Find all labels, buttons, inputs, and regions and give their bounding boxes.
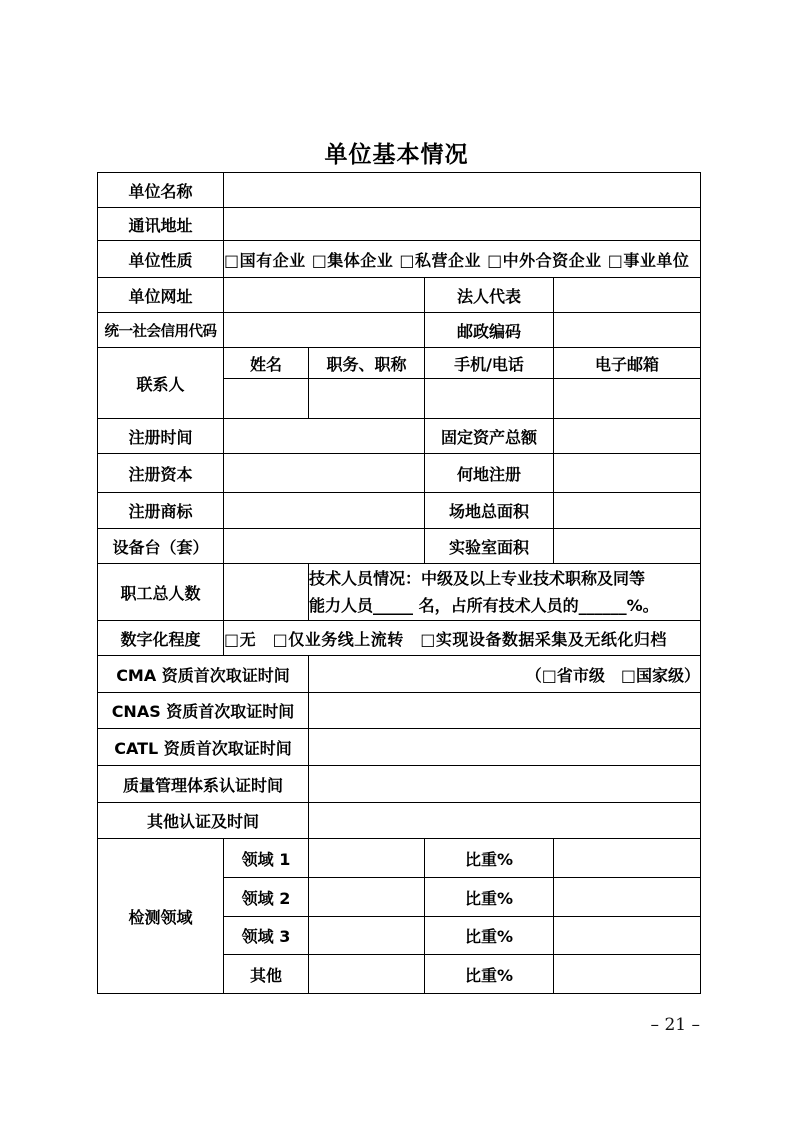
test-fields-label: 检测领域: [98, 839, 224, 994]
reg-capital-label: 注册资本: [98, 454, 224, 493]
reg-place-label: 何地注册: [425, 454, 554, 493]
tech-personnel-line2: 能力人员_____ 名，占所有技术人员的______%。: [309, 596, 659, 615]
test-field-3-ratio-label: 比重%: [425, 917, 554, 955]
test-field-other-ratio-label: 比重%: [425, 955, 554, 994]
address-value-cell: [224, 208, 701, 241]
contact-position-cell: [309, 379, 425, 419]
contact-label: 联系人: [98, 348, 224, 419]
test-field-3-ratio-cell: [554, 917, 701, 955]
digitalization-options: □无 □仅业务线上流转 □实现设备数据采集及无纸化归档: [224, 621, 701, 656]
test-field-3-value-cell: [309, 917, 425, 955]
trademark-label: 注册商标: [98, 493, 224, 529]
page-title: 单位基本情况: [324, 142, 469, 168]
nature-label: 单位性质: [98, 241, 224, 278]
fixed-assets-label: 固定资产总额: [425, 419, 554, 454]
cnas-label: CNAS 资质首次取证时间: [98, 693, 309, 729]
test-field-2-value-cell: [309, 878, 425, 917]
qms-value-cell: [309, 766, 701, 803]
staff-total-label: 职工总人数: [98, 564, 224, 621]
cnas-value-cell: [309, 693, 701, 729]
credit-code-label: 统一社会信用代码: [98, 313, 224, 348]
contact-name-cell: [224, 379, 309, 419]
equipment-label: 设备台（套）: [98, 529, 224, 564]
website-label: 单位网址: [98, 278, 224, 313]
reg-time-label: 注册时间: [98, 419, 224, 454]
reg-place-value-cell: [554, 454, 701, 493]
test-field-1-ratio-cell: [554, 839, 701, 878]
test-field-2-ratio-label: 比重%: [425, 878, 554, 917]
cma-value-cell: （□省市级 □国家级）: [309, 656, 701, 693]
legal-rep-value-cell: [554, 278, 701, 313]
test-field-1-name: 领域 1: [224, 839, 309, 878]
unit-name-value-cell: [224, 173, 701, 208]
site-area-value-cell: [554, 493, 701, 529]
unit-info-table: [97, 172, 701, 994]
test-field-other-ratio-cell: [554, 955, 701, 994]
tech-personnel-cell: [309, 564, 701, 621]
nature-options: □国有企业 □集体企业 □私营企业 □中外合资企业 □事业单位: [224, 241, 701, 278]
postal-code-label: 邮政编码: [425, 313, 554, 348]
test-field-3-name: 领域 3: [224, 917, 309, 955]
legal-rep-label: 法人代表: [425, 278, 554, 313]
cma-label: CMA 资质首次取证时间: [98, 656, 309, 693]
contact-header-phone: 手机/电话: [425, 348, 554, 379]
test-field-2-name: 领域 2: [224, 878, 309, 917]
site-area-label: 场地总面积: [425, 493, 554, 529]
credit-code-value-cell: [224, 313, 425, 348]
unit-name-label: 单位名称: [98, 173, 224, 208]
contact-header-name: 姓名: [224, 348, 309, 379]
reg-time-value-cell: [224, 419, 425, 454]
contact-email-cell: [554, 379, 701, 419]
test-field-1-ratio-label: 比重%: [425, 839, 554, 878]
catl-label: CATL 资质首次取证时间: [98, 729, 309, 766]
test-field-2-ratio-cell: [554, 878, 701, 917]
contact-header-email: 电子邮箱: [554, 348, 701, 379]
address-label: 通讯地址: [98, 208, 224, 241]
test-field-1-value-cell: [309, 839, 425, 878]
lab-area-value-cell: [554, 529, 701, 564]
contact-header-position: 职务、职称: [309, 348, 425, 379]
website-value-cell: [224, 278, 425, 313]
equipment-value-cell: [224, 529, 425, 564]
test-field-other-name: 其他: [224, 955, 309, 994]
contact-phone-cell: [425, 379, 554, 419]
fixed-assets-value-cell: [554, 419, 701, 454]
page-number: – 21 –: [650, 1015, 700, 1035]
tech-personnel-line1: 技术人员情况：中级及以上专业技术职称及同等: [309, 569, 646, 588]
postal-code-value-cell: [554, 313, 701, 348]
other-cert-label: 其他认证及时间: [98, 803, 309, 839]
staff-total-value-cell: [224, 564, 309, 621]
qms-label: 质量管理体系认证时间: [98, 766, 309, 803]
trademark-value-cell: [224, 493, 425, 529]
catl-value-cell: [309, 729, 701, 766]
lab-area-label: 实验室面积: [425, 529, 554, 564]
other-cert-value-cell: [309, 803, 701, 839]
reg-capital-value-cell: [224, 454, 425, 493]
digitalization-label: 数字化程度: [98, 621, 224, 656]
test-field-other-value-cell: [309, 955, 425, 994]
